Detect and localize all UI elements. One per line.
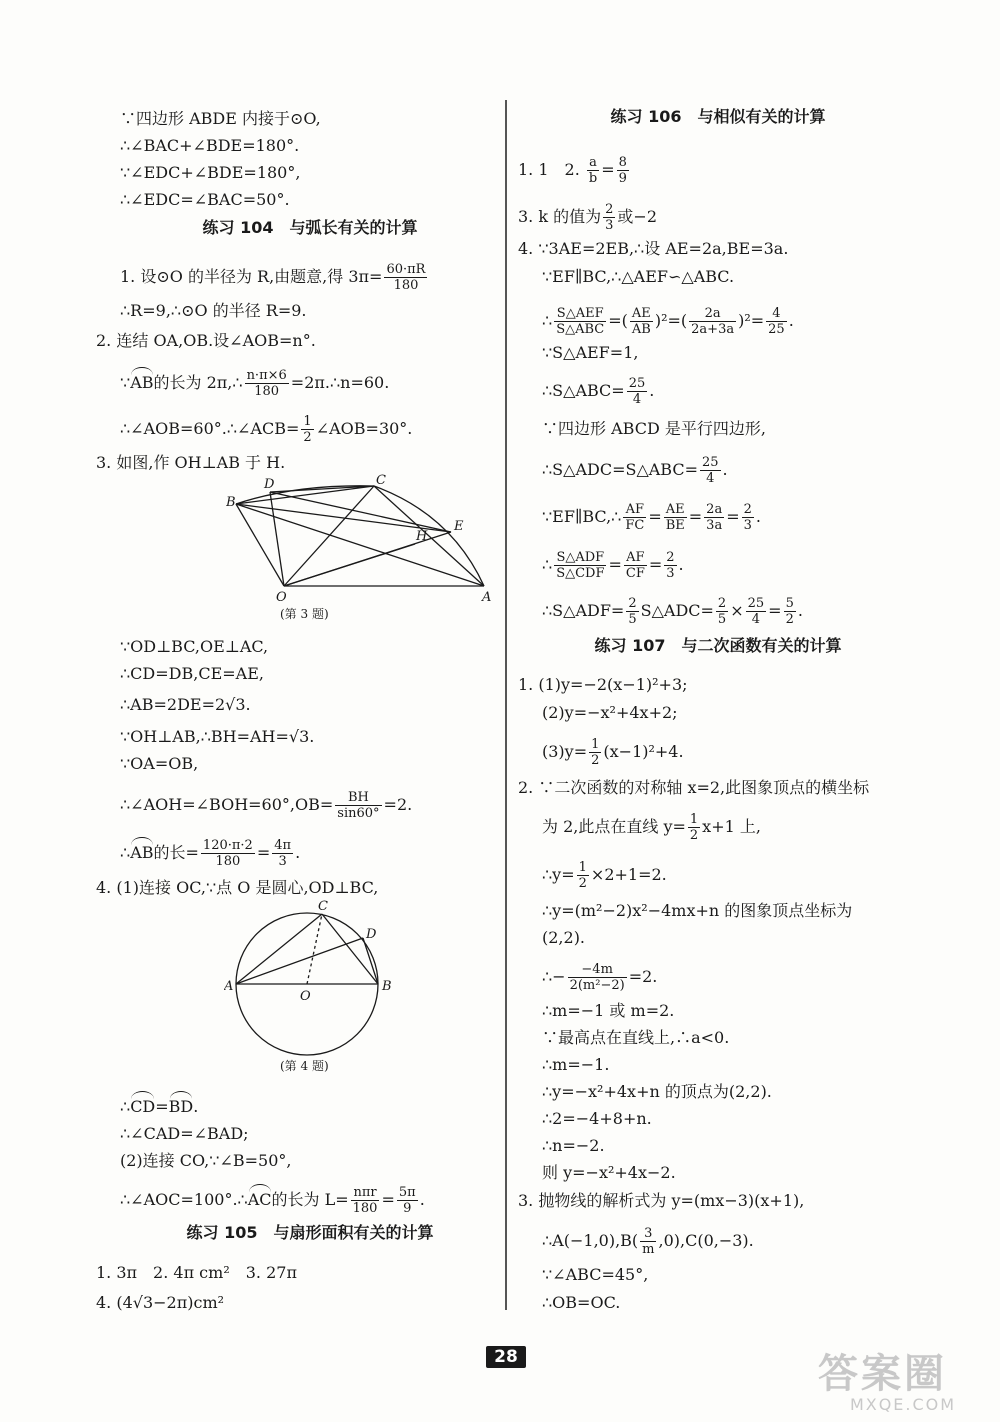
text-line: (2,2). [542,928,586,947]
fraction: $\frac{2}{5}$ [628,596,637,627]
fraction: $\frac{AE}{AB}$ [631,306,651,337]
text-line: ∴∠EDC=∠BAC=50°. [120,190,290,209]
text-line: ∴AB的长= $\frac{120\cdot\pi\cdot 2}{180}$ = $\frac{4\pi}{3}$ . [120,838,301,869]
fraction: $\frac{AF}{CF}$ [625,550,645,581]
fraction: $\frac{5\pi}{9}$ [398,1185,416,1216]
text-line: ∵EF∥BC,∴△AEF∽△ABC. [542,267,735,286]
fraction: $\frac{25}{4}$ [747,596,765,627]
text-line: ∴ $\frac{\text{S△ADF}}{\text{S△CDF}}$ = $\frac{AF}{CF}$ = $\frac{2}{3}$ . [542,550,684,581]
text-line: ∴∠CAD=∠BAD; [120,1124,249,1143]
section-heading-105: 练习 105 与扇形面积有关的计算 [186,1223,434,1242]
text-line: 1. 设⊙O 的半径为 R,由题意,得 3π= $\frac{60\cdot\pi R}{180}$ [120,262,426,293]
text-line: 4. (1)连接 OC,∵点 O 是圆心,OD⊥BC, [96,878,379,897]
section-heading-107: 练习 107 与二次函数有关的计算 [594,636,842,655]
text-line: ∴CD=BD. [120,1097,199,1116]
section-heading-106: 练习 106 与相似有关的计算 [610,107,826,126]
figure-caption: (第 3 题) [280,607,329,621]
point-label: B [226,495,236,510]
fraction: $\frac{25}{4}$ [702,455,719,486]
text-line: 1. (1)y=−2(x−1)²+3; [518,675,688,694]
text-line: (3)y= $\frac{1}{2}$ (x−1)²+4. [542,737,684,768]
text-line: ∴m=−1 或 m=2. [542,1001,675,1020]
point-label: B [382,979,392,994]
text-line: ∵EF∥BC,∴ $\frac{AF}{FC}$ = $\frac{AE}{BE}$ = $\frac{2a}{3a}$ = $\frac{2}{3}$ . [542,502,761,533]
fraction: $\frac{4\pi}{3}$ [274,838,292,869]
fraction: $\frac{AE}{BE}$ [665,502,685,533]
text-line: ∵S△AEF=1, [542,343,639,362]
fraction: $\frac{8}{9}$ [618,155,627,186]
fraction: $\frac{5}{2}$ [785,596,794,627]
text-line: 3. k 的值为 $\frac{2}{3}$ 或−2 [518,202,658,233]
text-line: ∴− $\frac{-4m}{\text{2(m²−2)}}$ =2. [542,962,658,993]
section-heading-104: 练习 104 与弧长有关的计算 [202,218,418,237]
point-label: O [300,989,311,1004]
fraction: $\frac{2}{3}$ [666,550,675,581]
text-line: ∴R=9,∴⊙O 的半径 R=9. [120,301,307,320]
text-line: ∴2=−4+8+n. [542,1109,652,1128]
watermark-logo: 答案圈 MXQE.COM [818,1351,957,1414]
text-line: 3. 如图,作 OH⊥AB 于 H. [96,453,286,472]
point-label: C [376,474,386,488]
text-line: 3. 抛物线的解析式为 y=(mx−3)(x+1), [518,1191,805,1210]
point-label: A [482,590,492,604]
fraction: $\frac{BH}{\sin 60^\circ}$ [337,790,380,821]
text-line: ∴y=(m²−2)x²−4mx+n 的图象顶点坐标为 [542,901,853,920]
arc-symbol: AB [130,373,154,392]
text-line: 4. (4√3−2π)cm² [96,1293,225,1312]
text-line: 2. ∵二次函数的对称轴 x=2,此图象顶点的横坐标 [518,778,870,797]
fraction: $\frac{120\cdot\pi\cdot 2}{180}$ [202,838,253,869]
text-line: 4. ∵3AE=2EB,∴设 AE=2a,BE=3a. [518,239,789,258]
text-line: 为 2,此点在直线 y= $\frac{1}{2}$ x+1 上, [542,812,761,843]
fraction: $\frac{2}{5}$ [717,596,727,627]
text-line: ∴S△ADC=S△ABC= $\frac{25}{4}$ . [542,455,728,486]
page-number: 28 [486,1346,526,1368]
text-line: ∴A(−1,0),B( $\frac{3}{m}$ ,0),C(0,−3). [542,1226,754,1257]
fraction: $\frac{-4m}{\text{2(m²−2)}}$ [569,962,625,993]
text-line: ∴ $\frac{\text{S△AEF}}{\text{S△ABC}}$ =( $\frac{AE}{AB}$ )²=( $\frac{2a}{2a+3a}$ )²= $\frac{4}{25}$ . [542,306,794,337]
arc-symbol: CD [130,1097,156,1116]
fraction: $\frac{25}{4}$ [628,376,646,407]
arc-symbol: AC [247,1190,272,1209]
fraction: $\frac{\text{nπr}}{180}$ [352,1185,378,1216]
column-divider [505,100,507,1310]
point-label: A [224,979,234,994]
text-line: ∵最高点在直线上,∴a<0. [542,1028,730,1047]
fraction: $\frac{1}{2}$ [578,860,587,891]
text-line: ∴y=−x²+4x+n 的顶点为(2,2). [542,1082,772,1101]
figure-4-diagram [224,898,504,1058]
fraction: $\frac{1}{2}$ [591,737,600,768]
text-line: (2)y=−x²+4x+2; [542,703,678,722]
text-line: 1. 3π 2. 4π cm² 3. 27π [96,1263,297,1282]
point-label: C [318,899,328,914]
text-line: ∵OD⊥BC,OE⊥AC, [120,637,269,656]
point-label: D [264,477,275,492]
text-line: (2)连接 CO,∵∠B=50°, [120,1151,292,1170]
text-line: ∴m=−1. [542,1055,610,1074]
text-line: ∴∠AOH=∠BOH=60°,OB= $\frac{BH}{\sin 60^\circ}$ =2. [120,790,413,821]
figure-3-diagram [226,474,506,604]
fraction: $\frac{3}{m}$ [642,1226,655,1257]
text-line: ∵四边形 ABCD 是平行四边形, [542,419,766,438]
fraction: $\frac{a}{b}$ [588,155,598,186]
text-line: 1. 1 2. $\frac{a}{b}$ = $\frac{8}{9}$ [518,155,627,186]
point-label: D [366,927,377,942]
text-line: ∴OB=OC. [542,1293,621,1312]
text-line: ∴∠BAC+∠BDE=180°. [120,136,300,155]
text-line: ∴y= $\frac{1}{2}$ ×2+1=2. [542,860,667,891]
point-label: H [416,529,428,544]
text-line: ∴AB=2DE=2√3. [120,695,251,714]
text-line: ∴CD=DB,CE=AE, [120,664,264,683]
fraction: $\frac{1}{2}$ [689,812,699,843]
fraction: $\frac{2}{3}$ [743,502,752,533]
text-line: ∵OH⊥AB,∴BH=AH=√3. [120,727,315,746]
text-line: ∴S△ABC= $\frac{25}{4}$ . [542,376,655,407]
text-line: ∵AB的长为 2π,∴ $\frac{n\cdot\pi\times 6}{180}$ =2π.∴n=60. [120,368,390,399]
fraction: $\frac{n\cdot\pi\times 6}{180}$ [246,368,287,399]
fraction: $\frac{2a}{3a}$ [706,502,723,533]
fraction: $\frac{4}{25}$ [768,306,785,337]
text-line: ∵OA=OB, [120,754,199,773]
text-line: 2. 连结 OA,OB.设∠AOB=n°. [96,331,316,350]
text-line: ∴∠AOC=100°.∴AC的长为 L= $\frac{\text{nπr}}{180}$ = $\frac{5\pi}{9}$ . [120,1185,425,1216]
text-line: ∴S△ADF= $\frac{2}{5}$ S△ADC= $\frac{2}{5}$ × $\frac{25}{4}$ = $\frac{5}{2}$ . [542,596,803,627]
text-line: 则 y=−x²+4x−2. [542,1163,676,1182]
fraction: $\frac{\text{S△AEF}}{\text{S△ABC}}$ [556,306,605,337]
fraction: $\frac{2}{3}$ [605,202,614,233]
text-line: ∵四边形 ABDE 内接于⊙O, [120,109,321,128]
fraction: $\frac{1}{2}$ [303,414,312,445]
fraction: $\frac{60\cdot\pi R}{180}$ [386,262,426,293]
fraction: $\frac{AF}{FC}$ [625,502,645,533]
text-line: ∴n=−2. [542,1136,605,1155]
arc-symbol: AB [130,843,154,862]
text-line: ∵∠EDC+∠BDE=180°, [120,163,301,182]
fraction: $\frac{2a}{2a+3a}$ [691,306,735,337]
text-line: ∵∠ABC=45°, [542,1265,649,1284]
fraction: $\frac{\text{S△ADF}}{\text{S△CDF}}$ [556,550,605,581]
point-label: E [454,519,464,534]
figure-caption: (第 4 题) [280,1059,329,1073]
text-line: ∴∠AOB=60°.∴∠ACB= $\frac{1}{2}$ ∠AOB=30°. [120,414,413,445]
arc-symbol: BD [168,1097,194,1116]
point-label: O [276,590,287,604]
